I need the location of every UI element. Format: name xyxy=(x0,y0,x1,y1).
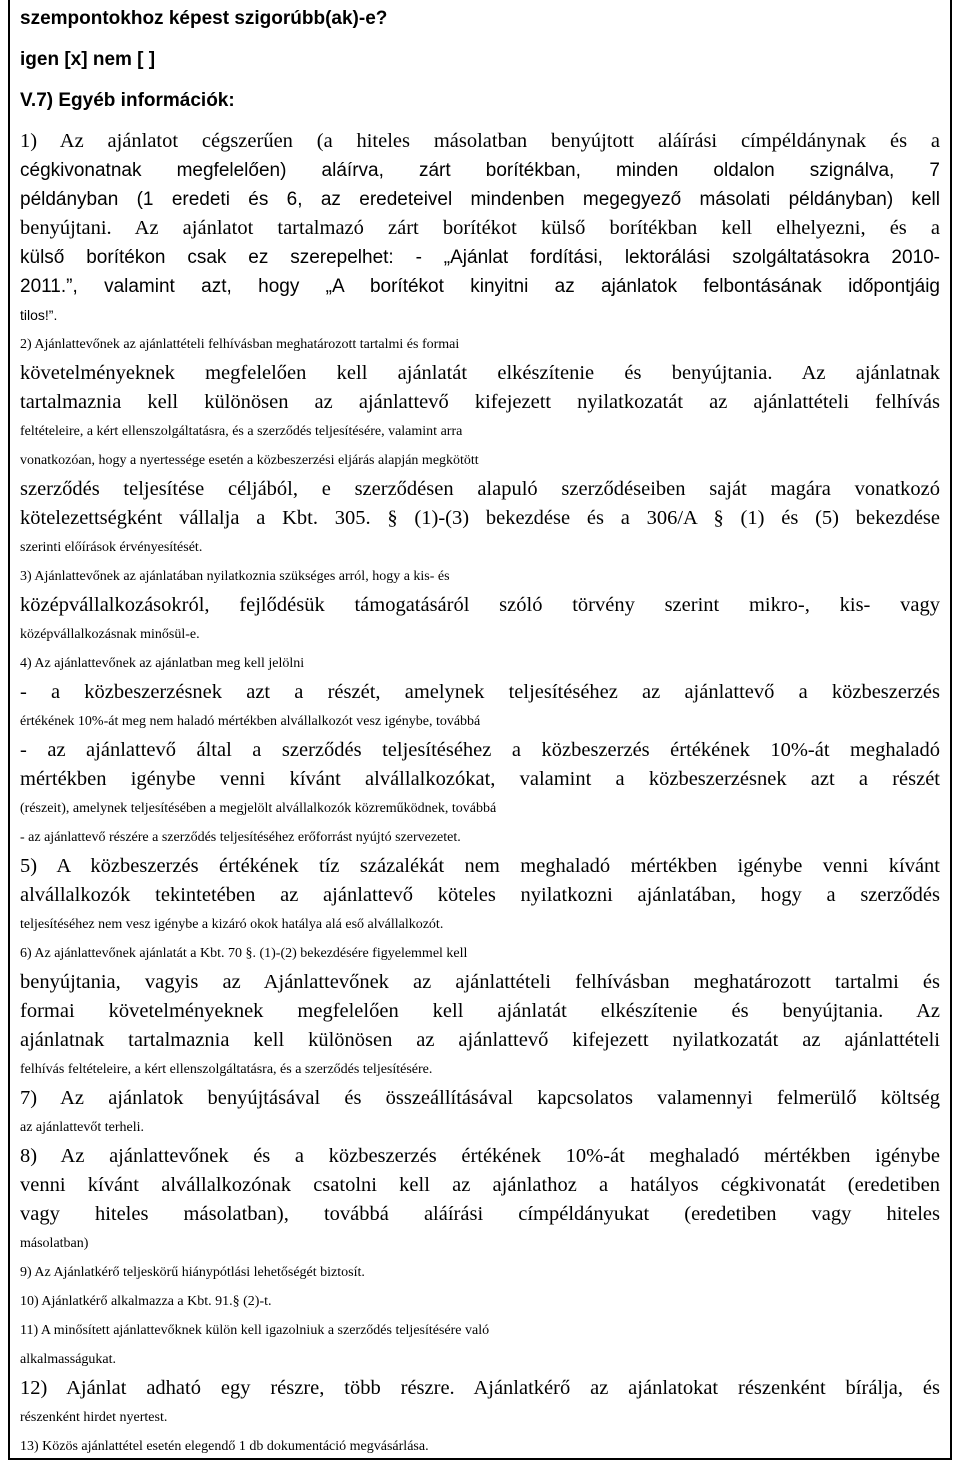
text-line: szerinti előírások érvényesítését. xyxy=(20,540,203,555)
text-line: 8) Az ajánlattevőnek és a közbeszerzés értékének 10%-át meghaladó mértékben igénybe xyxy=(20,1145,940,1167)
text-line: 9) Az Ajánlatkérő teljeskörű hiánypótlási lehetőségét biztosít. xyxy=(20,1265,365,1280)
section-title: V.7) Egyéb információk: xyxy=(20,90,235,111)
text-line: részenként hirdet nyertest. xyxy=(20,1410,168,1425)
text-line: vagy hiteles másolatban), továbbá aláírási címpéldányukat (eredetiben vagy hiteles xyxy=(20,1203,940,1225)
text-line: 5) A közbeszerzés értékének tíz százalékát nem meghaladó mértékben igénybe venni kívánt xyxy=(20,855,940,877)
text-line: 4) Az ajánlattevőnek az ajánlatban meg kell jelölni xyxy=(20,656,305,671)
text-line: külső borítékon csak ez szerepelhet: - „Ajánlat fordítási, lektorálási szolgáltatásokra 2010- xyxy=(20,247,940,268)
text-line: 11) A minősített ajánlattevőknek külön kell igazolniuk a szerződés teljesítésére való xyxy=(20,1323,490,1338)
text-line: felhívás feltételeire, a kért ellenszolgáltatásra, és a szerződés teljesítésére. xyxy=(20,1062,433,1077)
text-line: feltételeire, a kért ellenszolgáltatásra, és a szerződés teljesítésére, valamint arra xyxy=(20,424,463,439)
text-line: másolatban) xyxy=(20,1236,89,1251)
text-line: teljesítéséhez nem vesz igénybe a kizáró okok hatálya alá eső alvállalkozót. xyxy=(20,917,444,932)
text-line: formai követelményeknek megfelelően kell ajánlatát elkészítenie és benyújtania. Az xyxy=(20,1000,940,1022)
text-line: tartalmaznia kell különösen az ajánlattevő kifejezett nyilatkozatát az ajánlattételi felhívás xyxy=(20,391,940,413)
text-line: szerződés teljesítése céljából, e szerződésen alapuló szerződéseiben saját magára vonatkozó xyxy=(20,478,940,500)
spacer xyxy=(20,33,942,45)
text-line: venni kívánt alvállalkozónak csatolni kell az ajánlathoz a hatályos cégkivonatát (eredetiben xyxy=(20,1174,940,1196)
text-line: 2) Ajánlattevőnek az ajánlattételi felhívásban meghatározott tartalmi és formai xyxy=(20,337,460,352)
text-line: 6) Az ajánlattevőnek ajánlatát a Kbt. 70 §. (1)-(2) bekezdésére figyelemmel kell xyxy=(20,946,468,961)
text-line: benyújtania, vagyis az Ajánlattevőnek az ajánlattételi felhívásban meghatározott tartalmi és xyxy=(20,971,940,993)
text-line: benyújtani. Az ajánlatot tartalmazó zárt borítékot külső borítékban kell elhelyezni, és a xyxy=(20,217,940,239)
text-line: követelményeknek megfelelően kell ajánlatát elkészítenie és benyújtania. Az ajánlatnak xyxy=(20,362,940,384)
text-line: vonatkozóan, hogy a nyertessége esetén a közbeszerzési eljárás alapján megkötött xyxy=(20,453,479,468)
text-line: - az ajánlattevő részére a szerződés teljesítéséhez erőforrást nyújtó szervezetet. xyxy=(20,830,461,845)
text-line: - az ajánlattevő által a szerződés teljesítéséhez a közbeszerzés értékének 10%-át meghaladó xyxy=(20,739,940,761)
text-line: 1) Az ajánlatot cégszerűen (a hiteles másolatban benyújtott aláírási címpéldánynak és a xyxy=(20,130,940,152)
criteria-line: szempontokhoz képest szigorúbb(ak)-e? xyxy=(20,8,388,29)
text-line: 7) Az ajánlatok benyújtásával és összeállításával kapcsolatos valamennyi felmerülő költség xyxy=(20,1087,940,1109)
spacer xyxy=(20,115,942,127)
spacer xyxy=(20,74,942,86)
body-text xyxy=(20,127,942,1461)
text-line: 10) Ajánlatkérő alkalmazza a Kbt. 91.§ (2)-t. xyxy=(20,1294,272,1309)
text-line: alvállalkozók tekintetében az ajánlattevő köteles nyilatkozni ajánlatában, hogy a szerződés xyxy=(20,884,940,906)
text-line: mértékben igénybe venni kívánt alvállalkozókat, valamint a közbeszerzésnek azt a részét xyxy=(20,768,940,790)
text-line: kötelezettségként vállalja a Kbt. 305. § (1)-(3) bekezdése és a 306/A § (1) és (5) bekezdése xyxy=(20,507,940,529)
text-line: alkalmasságukat. xyxy=(20,1352,117,1367)
text-line: középvállalkozásokról, fejlődésük támogatásáról szóló törvény szerint mikro-, kis- vagy xyxy=(20,594,940,616)
text-line: értékének 10%-át meg nem haladó mértékben alvállalkozót vesz igénybe, továbbá xyxy=(20,714,481,729)
document-content xyxy=(20,4,942,1461)
text-line: 2011.”, valamint azt, hogy „A borítékot kinyitni az ajánlatok felbontásának időpontjáig xyxy=(20,276,940,297)
text-line: ajánlatnak tartalmaznia kell különösen az ajánlattevő kifejezett nyilatkozatát az ajánlattételi xyxy=(20,1029,940,1051)
choice-line: igen [x] nem [ ] xyxy=(20,49,156,70)
text-line: - a közbeszerzésnek azt a részét, amelynek teljesítéséhez az ajánlattevő a közbeszerzés xyxy=(20,681,940,703)
text-line: 3) Ajánlattevőnek az ajánlatában nyilatkoznia szükséges arról, hogy a kis- és xyxy=(20,569,450,584)
text-line: példányban (1 eredeti és 6, az eredeteivel mindenben megegyező másolati példányban) kell xyxy=(20,189,940,210)
text-line: az ajánlattevőt terheli. xyxy=(20,1120,144,1135)
text-line: (részeit), amelynek teljesítésében a megjelölt alvállalkozók közreműködnek, továbbá xyxy=(20,801,497,816)
text-line: középvállalkozásnak minősül-e. xyxy=(20,627,200,642)
text-line: 12) Ajánlat adható egy részre, több részre. Ajánlatkérő az ajánlatokat részenként bírálja, és xyxy=(20,1377,940,1399)
text-line: cégkivonatnak megfelelően) aláírva, zárt borítékban, minden oldalon szignálva, 7 xyxy=(20,160,940,181)
text-line: tilos!”. xyxy=(20,307,58,323)
text-line: 13) Közös ajánlattétel esetén elegendő 1 db dokumentáció megvásárlása. xyxy=(20,1439,429,1454)
